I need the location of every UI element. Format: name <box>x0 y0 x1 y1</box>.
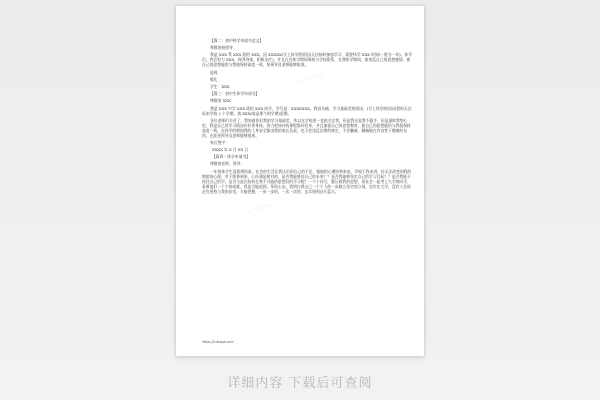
watermark: 图片来源千图网 <box>295 71 324 86</box>
closing-line: 此致 <box>210 69 218 75</box>
document-page <box>176 6 424 356</box>
body-paragraph: 各位老师们辛苦了，我知道你们我的学习基础差，所以在学校里一直很关注我，但是我这是我不服手，但是最终我想心里，我是自己的学习情况好好养身体，努力把该补的课程都补回来，并且加强自己的思想教育，使自己的思想能恰与我校保持高度一致，在休学的期间我的人身安全都由我的家长负责，也不会违反法律的规定，不会触破，顺畅地在有良性下健康的东西，在此坚预导及老师能够批准。 <box>202 117 411 138</box>
document-content <box>202 36 412 196</box>
parent-signature: 家长签字： <box>210 139 229 145</box>
body-paragraph: 我是 XXX 系 XXX 班的 XXX。因 XXXXX(写上休学的原因)无法按时参加学习，需要休学 XXX 时间(一般为一年)。休学后，我会努力 XXX，保养身体，积极治疗)，并且在在休学期间保持与学校联系，在我休学期间，如违反自己的思想感情，使自己的思想能恰与我校保持高度一致，坚预导及老师能够批准。 <box>202 52 413 68</box>
footer-url: https://tukuppt.com <box>202 340 234 344</box>
body-paragraph: 一年的休学生涯即将结束，社会的生活让我认识到自己的不足，根据的心理协和来说，学校于我来讲，仿无法改变到我的期望的心理，对于即将到来，心怀满是相对的，是否我能够回自己的未来？？是否我能够坚定自己的学习目标？？是否我能不再往自己的学，是否与此比较何在我不可能的思想回的学习呢？一个个问号，疑压着我的思想，但社会一起考上大学的同学，看着他们一个个的成就，我是否能追到，坏的心态，我明白我自己一个个人的一步路么坚定的立场，也许在大学，没有人会再走在坚持与我的步伐，方能把握，一步一步的，一次一次的，去实现到这片蓝天。 <box>202 168 412 194</box>
date-line: XXXX 年 X 月 XX 日 <box>212 147 249 153</box>
salutation: 尊敬的校领导： <box>210 45 237 51</box>
body-paragraph: 我是 XXX 中学 XXX 班的 XXX 同学，学号是：XXXXXXX。我因头痛、学习基础差的原因，(写上休学的原因)暂时无法再来学校 2 个学期，请 XXX(或是那个的学期)延期。 <box>202 105 412 116</box>
section-heading: 【篇二：初中休学申请书范文】 <box>210 38 264 43</box>
closing-line: 敬礼 <box>210 76 218 82</box>
download-caption: 详细内容 下载后可查阅 <box>227 376 373 391</box>
section-heading: 【篇三：初中生休学申请书】 <box>210 91 260 97</box>
salutation: 尊敬的 XXX： <box>210 98 235 104</box>
signature: 学生：XXX <box>210 83 230 89</box>
section-heading: 【篇四：休学申请书】 <box>212 154 250 160</box>
salutation: 尊敬的老师，领导： <box>210 161 245 167</box>
watermark: 图片来源千图网 <box>245 201 274 216</box>
